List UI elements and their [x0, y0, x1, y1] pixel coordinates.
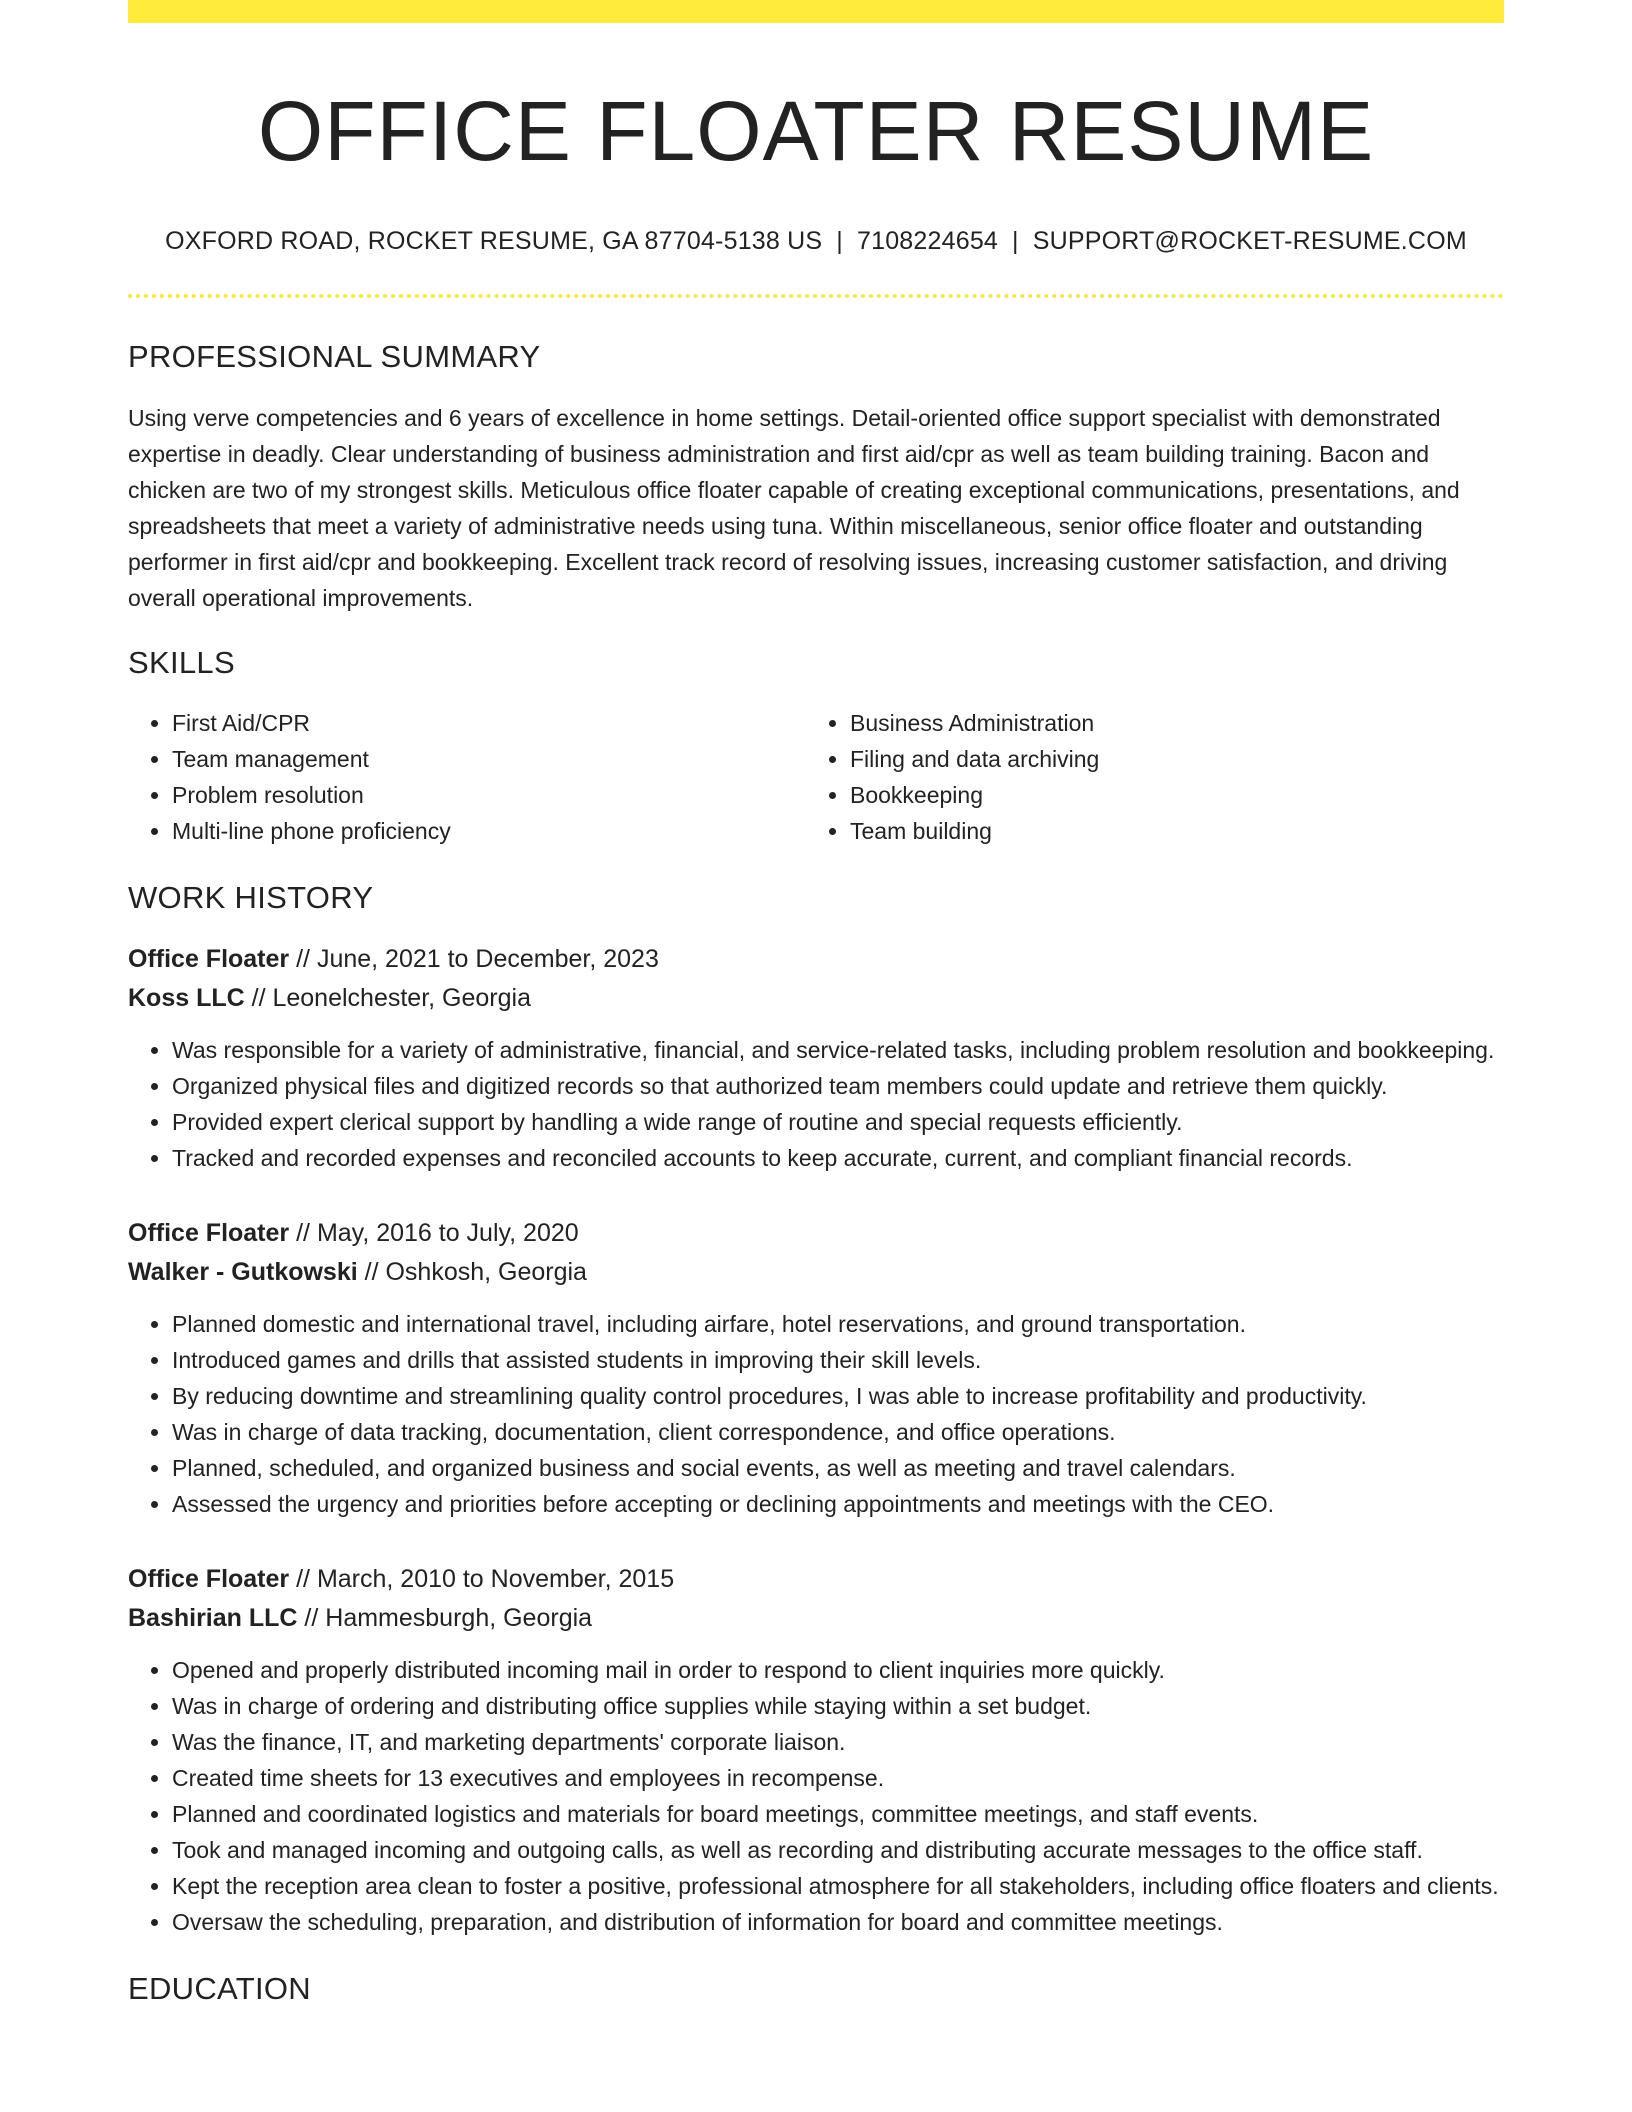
job-dates: // March, 2010 to November, 2015	[289, 1564, 675, 1593]
contact-separator: |	[836, 227, 843, 256]
job-location: // Oshkosh, Georgia	[357, 1257, 587, 1286]
job-bullet: • Organized physical files and digitized records so that authorized team members could update and retrieve them quickly.	[172, 1068, 1504, 1104]
job-entry	[128, 1560, 1504, 1940]
contact-separator: |	[1012, 227, 1019, 256]
job-bullet: • Introduced games and drills that assisted students in improving their skill levels.	[172, 1342, 1504, 1378]
job-bullet: • Oversaw the scheduling, preparation, and distribution of information for board and committee meetings.	[172, 1904, 1504, 1940]
job-location: // Leonelchester, Georgia	[244, 983, 531, 1012]
skills-heading: SKILLS	[128, 644, 235, 680]
summary-text: Using verve competencies and 6 years of excellence in home settings. Detail-oriented office support specialist with demonstrated expertise in deadly. Clear understanding of business administration and first aid/cpr as well as team building training. Bacon and chicken are two of my strongest skills. Meticulous office floater capable of creating exceptional communications, presentations, and spreadsheets that meet a variety of administrative needs using tuna. Within miscellaneous, senior office floater and outstanding performer in first aid/cpr and bookkeeping. Excellent track record of resolving issues, increasing customer satisfaction, and driving overall operational improvements.	[128, 404, 1460, 611]
job-company: Koss LLC	[128, 983, 245, 1012]
job-bullet: • Provided expert clerical support by handling a wide range of routine and special requests efficiently.	[172, 1104, 1504, 1140]
resume-page	[128, 0, 1504, 2007]
job-title: Office Floater	[128, 944, 290, 973]
job-company-line	[128, 979, 1504, 1018]
resume-title: OFFICE FLOATER RESUME	[257, 84, 1375, 178]
job-title-line	[128, 1560, 1504, 1599]
job-title: Office Floater	[128, 1218, 290, 1247]
job-bullet: • Was responsible for a variety of administrative, financial, and service-related tasks, including problem resolution and bookkeeping.	[172, 1032, 1504, 1068]
job-title: Office Floater	[128, 1564, 290, 1593]
job-dates: // June, 2021 to December, 2023	[289, 944, 659, 973]
job-location: // Hammesburgh, Georgia	[297, 1603, 593, 1632]
job-bullets	[128, 1652, 1504, 1940]
summary-heading: PROFESSIONAL SUMMARY	[128, 339, 541, 375]
contact-phone: 7108224654	[856, 227, 999, 256]
job-entry	[128, 940, 1504, 1176]
skill-item: • Filing and data archiving	[850, 741, 1484, 777]
job-bullet: • Assessed the urgency and priorities before accepting or declining appointments and meetings with the CEO.	[172, 1486, 1504, 1522]
job-bullet: • Planned domestic and international travel, including airfare, hotel reservations, and ground transportation.	[172, 1306, 1504, 1342]
contact-email: SUPPORT@ROCKET-RESUME.COM	[1032, 227, 1467, 256]
job-company-line	[128, 1253, 1504, 1292]
skill-item: • Problem resolution	[172, 777, 806, 813]
skills-columns	[128, 705, 1504, 849]
contact-line	[128, 227, 1504, 256]
dotted-divider	[128, 294, 1504, 298]
skills-list-right	[806, 705, 1484, 849]
skill-item: • First Aid/CPR	[172, 705, 806, 741]
job-bullet: • Tracked and recorded expenses and reconciled accounts to keep accurate, current, and compliant financial records.	[172, 1140, 1504, 1176]
job-bullet: • Kept the reception area clean to foster a positive, professional atmosphere for all stakeholders, including office floaters and clients.	[172, 1868, 1504, 1904]
job-title-line	[128, 1214, 1504, 1253]
job-dates: // May, 2016 to July, 2020	[289, 1218, 579, 1247]
skill-item: • Team management	[172, 741, 806, 777]
job-title-line	[128, 940, 1504, 979]
summary-section	[128, 338, 1504, 615]
education-heading: EDUCATION	[128, 1970, 311, 2006]
job-bullet: • Was in charge of data tracking, documentation, client correspondence, and office operations.	[172, 1414, 1504, 1450]
job-bullets	[128, 1032, 1504, 1176]
job-company: Walker - Gutkowski	[128, 1257, 358, 1286]
job-bullet: • Planned, scheduled, and organized business and social events, as well as meeting and travel calendars.	[172, 1450, 1504, 1486]
education-section	[128, 1970, 1504, 2007]
job-bullet: • Took and managed incoming and outgoing calls, as well as recording and distributing accurate messages to the office staff.	[172, 1832, 1504, 1868]
skill-item: • Bookkeeping	[850, 777, 1484, 813]
contact-address: OXFORD ROAD, ROCKET RESUME, GA 87704-5138 US	[165, 227, 823, 256]
job-bullet: • Planned and coordinated logistics and materials for board meetings, committee meetings, and staff events.	[172, 1796, 1504, 1832]
work-history-section	[128, 879, 1504, 1940]
job-bullet: • By reducing downtime and streamlining quality control procedures, I was able to increase profitability and productivity.	[172, 1378, 1504, 1414]
job-bullet: • Created time sheets for 13 executives and employees in recompense.	[172, 1760, 1504, 1796]
job-bullets	[128, 1306, 1504, 1522]
skill-item: • Multi-line phone proficiency	[172, 813, 806, 849]
accent-top-bar	[128, 0, 1504, 23]
job-company-line	[128, 1599, 1504, 1638]
job-entry	[128, 1214, 1504, 1522]
skill-item: • Business Administration	[850, 705, 1484, 741]
job-bullet: • Opened and properly distributed incoming mail in order to respond to client inquiries more quickly.	[172, 1652, 1504, 1688]
skill-item: • Team building	[850, 813, 1484, 849]
job-bullet: • Was in charge of ordering and distributing office supplies while staying within a set budget.	[172, 1688, 1504, 1724]
job-bullet: • Was the finance, IT, and marketing departments' corporate liaison.	[172, 1724, 1504, 1760]
job-company: Bashirian LLC	[128, 1603, 298, 1632]
skills-list-left	[128, 705, 806, 849]
skills-section	[128, 644, 1504, 849]
work-history-heading: WORK HISTORY	[128, 879, 374, 915]
